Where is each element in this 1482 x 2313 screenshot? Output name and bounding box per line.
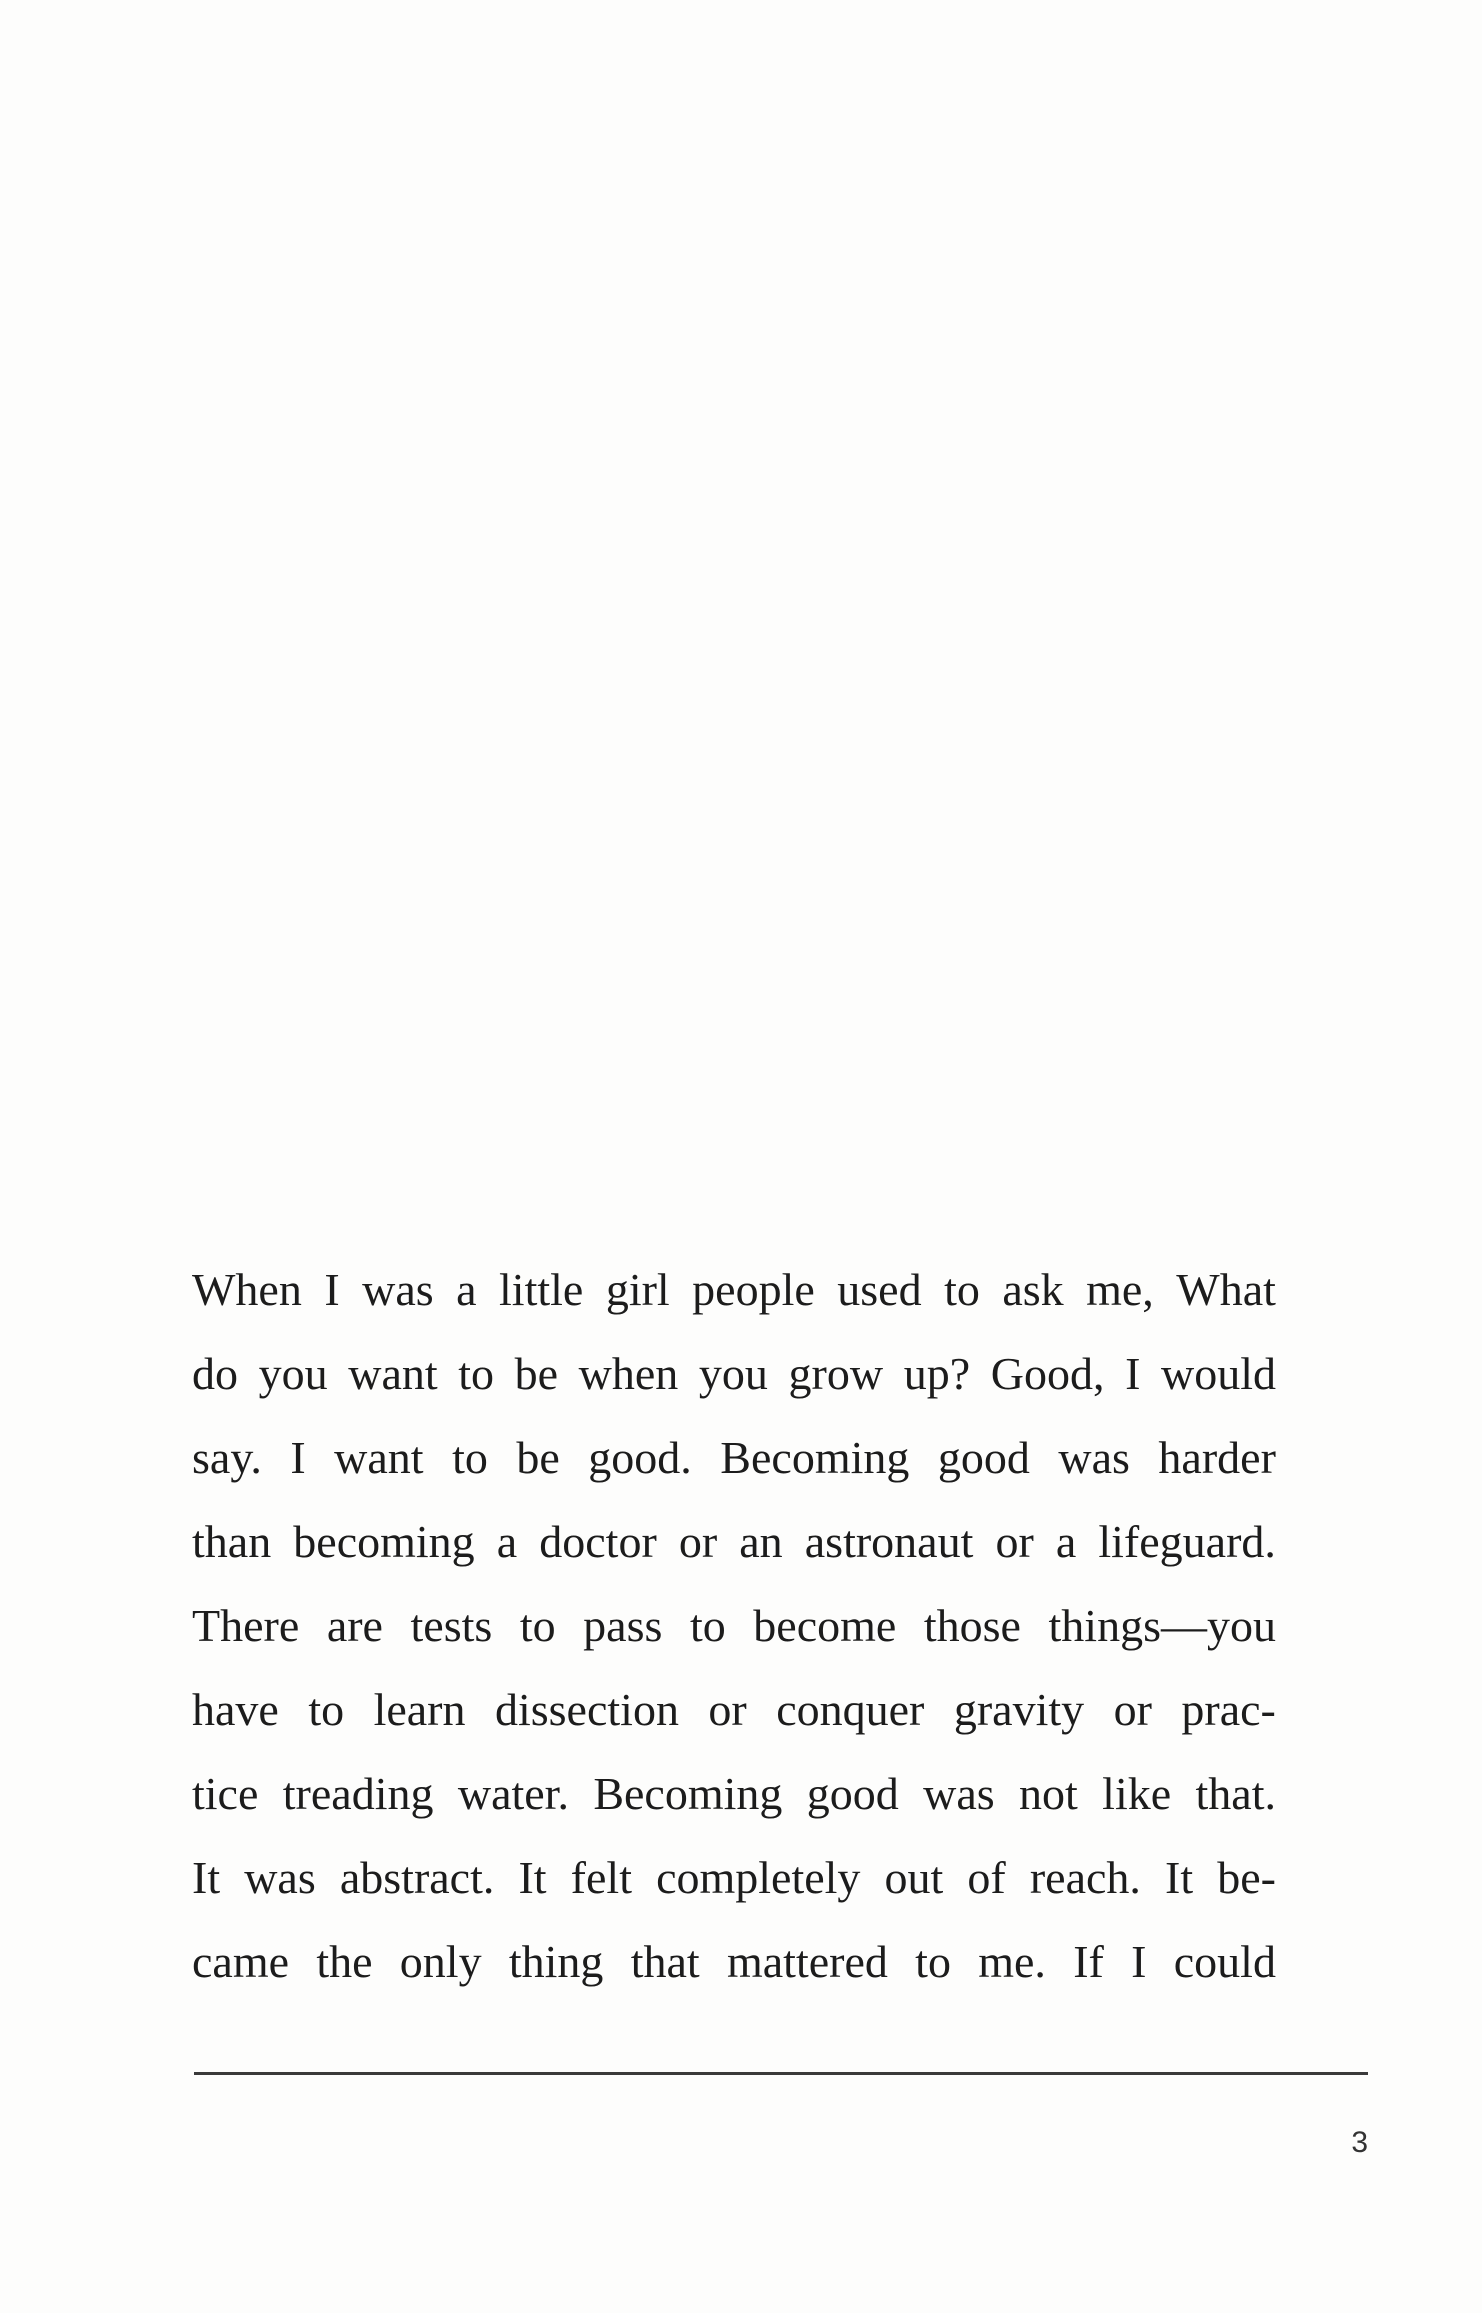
word: came <box>192 1936 290 1987</box>
word: I <box>290 1432 306 1483</box>
word: good. <box>588 1432 692 1483</box>
word: Becoming <box>720 1432 910 1483</box>
word: would <box>1161 1348 1276 1399</box>
word: felt <box>570 1852 632 1903</box>
word: little <box>499 1264 584 1315</box>
text-line <box>192 1416 1276 1500</box>
word: tests <box>410 1600 493 1651</box>
word: to <box>519 1600 556 1651</box>
text-line <box>192 1836 1276 1920</box>
word: be- <box>1217 1852 1276 1903</box>
word: only <box>399 1936 482 1987</box>
word: If <box>1073 1936 1104 1987</box>
page-number: 3 <box>1351 2126 1368 2159</box>
word: thing <box>508 1936 604 1987</box>
word: a <box>496 1516 518 1567</box>
word: What <box>1176 1264 1276 1315</box>
word: completely <box>656 1852 861 1903</box>
word: abstract. <box>339 1852 495 1903</box>
word: say. <box>192 1432 262 1483</box>
word: Good, <box>990 1348 1105 1399</box>
word: that. <box>1195 1768 1276 1819</box>
word: things—you <box>1048 1600 1276 1651</box>
text-line <box>192 1752 1276 1836</box>
word: girl <box>605 1264 670 1315</box>
word: learn <box>373 1684 466 1735</box>
word: a <box>456 1264 477 1315</box>
word: to <box>458 1348 495 1399</box>
word: It <box>192 1852 221 1903</box>
word: want <box>334 1432 424 1483</box>
word: gravity <box>953 1684 1085 1735</box>
word: the <box>316 1936 373 1987</box>
word: It <box>1165 1852 1194 1903</box>
word: or <box>678 1516 718 1567</box>
word: out <box>884 1852 944 1903</box>
body-paragraph <box>192 1248 1276 2004</box>
word: be <box>516 1432 560 1483</box>
text-line <box>192 1248 1276 1332</box>
word: I <box>1125 1348 1141 1399</box>
word: harder <box>1158 1432 1276 1483</box>
word: of <box>967 1852 1006 1903</box>
word: to <box>689 1600 726 1651</box>
word: I <box>324 1264 340 1315</box>
word: want <box>348 1348 438 1399</box>
text-line <box>192 1920 1276 2004</box>
word: do <box>192 1348 238 1399</box>
word: pass <box>583 1600 663 1651</box>
word: mattered <box>726 1936 888 1987</box>
text-line <box>192 1332 1276 1416</box>
word: It <box>518 1852 547 1903</box>
word: was <box>362 1264 434 1315</box>
word: doctor <box>539 1516 657 1567</box>
word: dissection <box>494 1684 679 1735</box>
word: was <box>1058 1432 1130 1483</box>
word: an <box>739 1516 783 1567</box>
word: or <box>995 1516 1034 1567</box>
footer-rule <box>194 2072 1368 2075</box>
text-line <box>192 1500 1276 1584</box>
word: up? <box>903 1348 971 1399</box>
word: good <box>937 1432 1030 1483</box>
word: astronaut <box>804 1516 974 1567</box>
word: tice <box>192 1768 259 1819</box>
word: used <box>837 1264 922 1315</box>
word: When <box>192 1264 302 1315</box>
word: than <box>192 1516 272 1567</box>
word: prac- <box>1181 1684 1276 1735</box>
word: people <box>692 1264 815 1315</box>
word: to <box>944 1264 980 1315</box>
word: could <box>1173 1936 1276 1987</box>
word: that <box>630 1936 700 1987</box>
word: me. <box>978 1936 1046 1987</box>
word: or <box>708 1684 747 1735</box>
word: to <box>915 1936 951 1987</box>
word: or <box>1113 1684 1152 1735</box>
word: Becoming <box>593 1768 783 1819</box>
word: conquer <box>776 1684 925 1735</box>
word: to <box>452 1432 488 1483</box>
text-line <box>192 1584 1276 1668</box>
word: become <box>753 1600 897 1651</box>
word: be <box>514 1348 559 1399</box>
word: me, <box>1086 1264 1154 1315</box>
word: those <box>923 1600 1021 1651</box>
word: lifeguard. <box>1098 1516 1276 1567</box>
word: good <box>806 1768 899 1819</box>
word: to <box>308 1684 345 1735</box>
word: not <box>1019 1768 1078 1819</box>
word: you <box>698 1348 768 1399</box>
text-line <box>192 1668 1276 1752</box>
word: becoming <box>293 1516 475 1567</box>
word: have <box>192 1684 279 1735</box>
word: are <box>326 1600 383 1651</box>
word: was <box>923 1768 995 1819</box>
word: treading <box>282 1768 434 1819</box>
word: ask <box>1002 1264 1064 1315</box>
word: when <box>578 1348 679 1399</box>
word: reach. <box>1029 1852 1141 1903</box>
word: grow <box>788 1348 884 1399</box>
word: I <box>1131 1936 1147 1987</box>
word: was <box>244 1852 316 1903</box>
word: you <box>258 1348 328 1399</box>
word: water. <box>457 1768 569 1819</box>
word: like <box>1102 1768 1172 1819</box>
word: a <box>1055 1516 1077 1567</box>
word: There <box>192 1600 300 1651</box>
